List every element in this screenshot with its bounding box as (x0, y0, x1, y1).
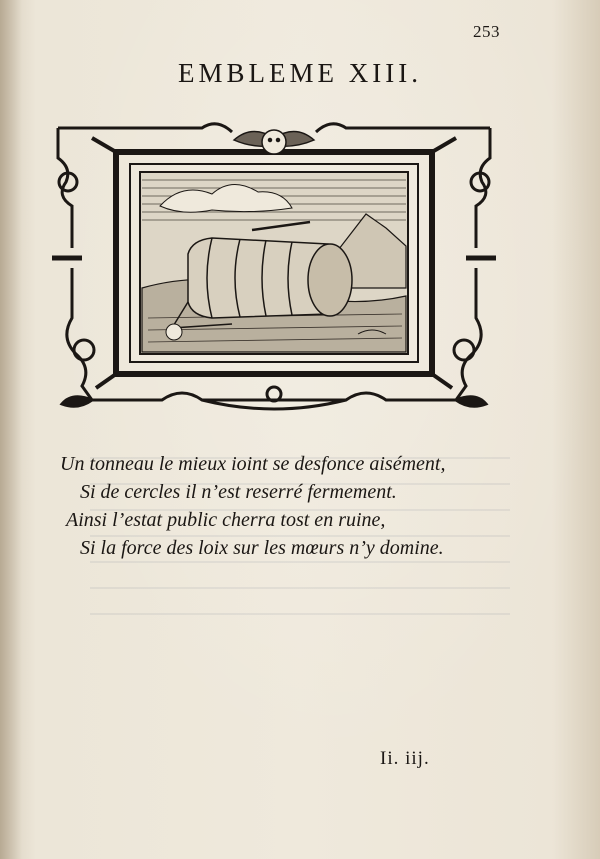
verse-block (60, 450, 520, 562)
verse-line: Si de cercles il n’est reserré fermement. (80, 481, 397, 503)
spine-shadow (0, 0, 22, 859)
scene (140, 172, 408, 354)
emblem-title: EMBLEME XIII. (178, 58, 422, 88)
woodcut-illustration (52, 118, 496, 418)
verse-line: Un tonneau le mieux ioint se desfonce aisément, (60, 453, 446, 475)
verse-line: Ainsi l’estat public cherra tost en ruine, (66, 509, 386, 531)
page-number: 253 (473, 22, 500, 41)
signature-mark: Ii. iij. (380, 748, 430, 769)
verse-line: Si la force des loix sur les mœurs n’y domine. (80, 537, 444, 559)
